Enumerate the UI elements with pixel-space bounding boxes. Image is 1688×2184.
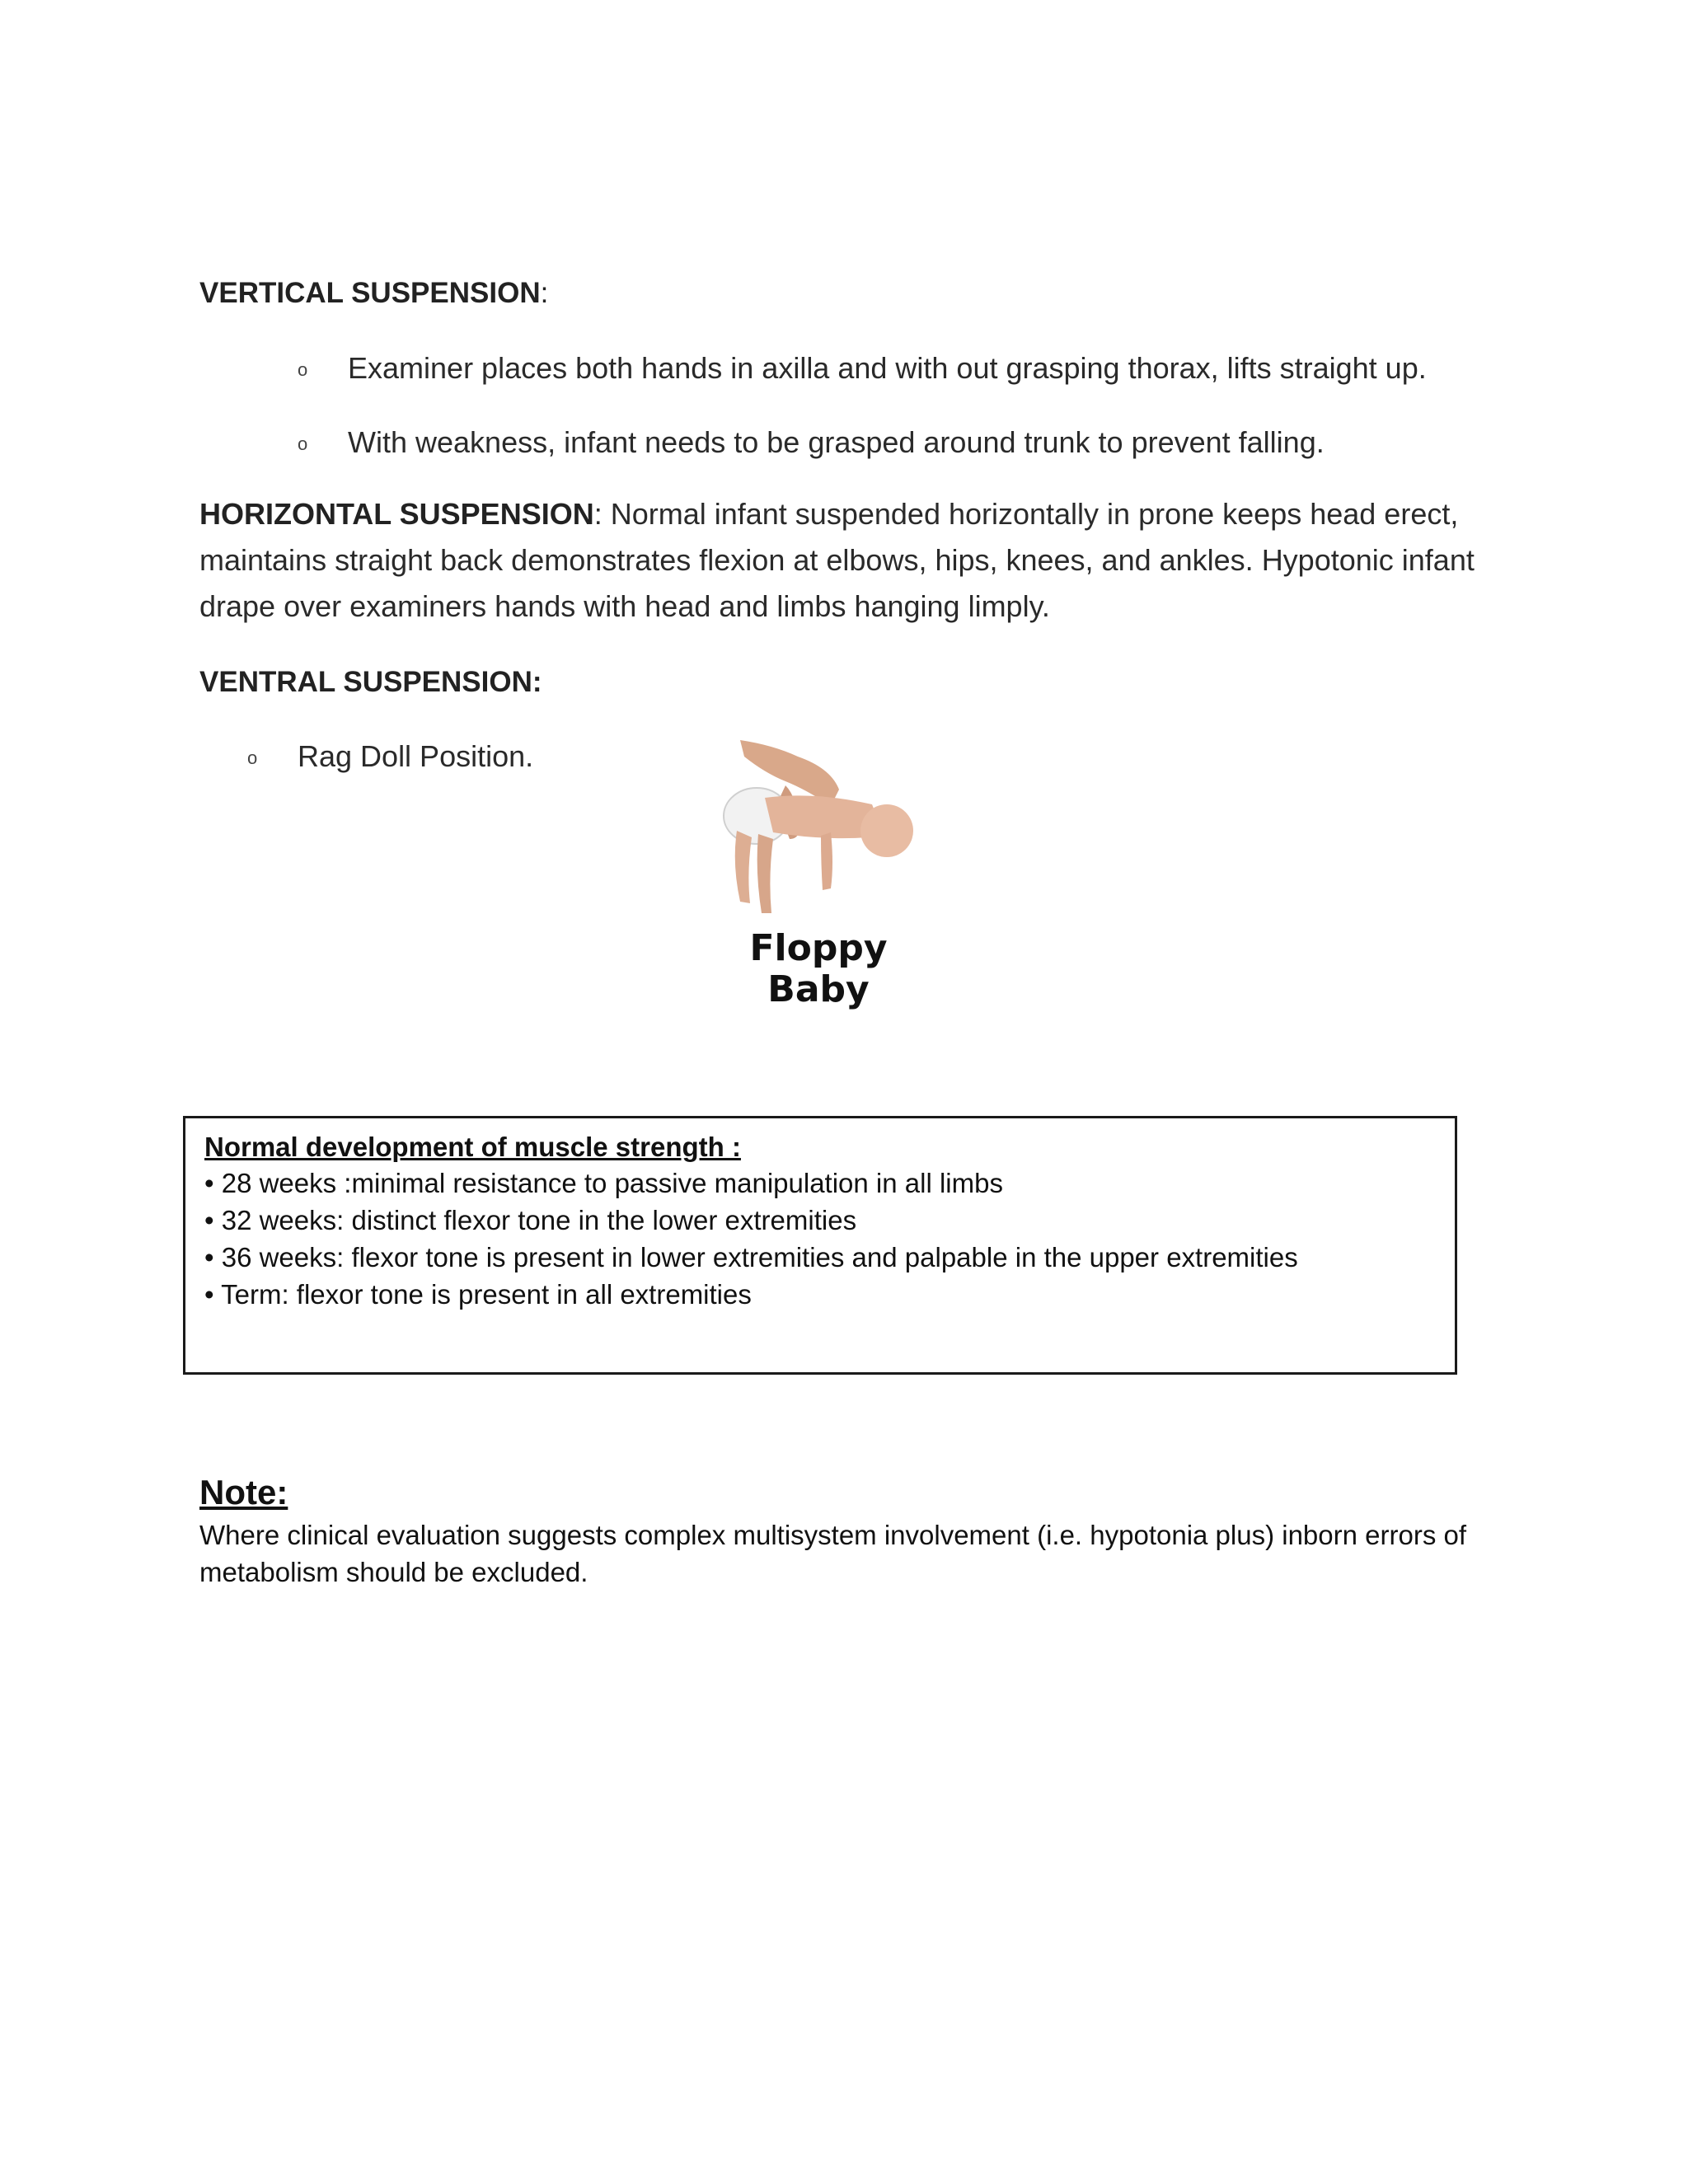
horizontal-suspension-text: : Normal infant suspended horizontally in prone keeps head erect, maintains straight back demonstrates flexion at elbows, hips, knees, and ankles. Hypotonic infant drape over examiners hands with head and limbs hanging limply. bbox=[199, 497, 1475, 623]
note-title: Note: bbox=[199, 1473, 288, 1511]
floppy-baby-figure bbox=[707, 740, 930, 1025]
note-text: Where clinical evaluation suggests complex multisystem involvement (i.e. hypotonia plus) inborn errors of metabolism should be excluded. bbox=[199, 1520, 1467, 1587]
torso-shape bbox=[765, 795, 875, 838]
list-item: With weakness, infant needs to be grasped around trunk to prevent falling. bbox=[348, 425, 1325, 459]
muscle-strength-title: Normal development of muscle strength : bbox=[204, 1132, 741, 1162]
vertical-suspension-title: VERTICAL SUSPENSION bbox=[199, 277, 541, 309]
list-item: Rag Doll Position. bbox=[298, 739, 534, 773]
leg-shape bbox=[757, 834, 773, 913]
bullet-icon: o bbox=[247, 748, 258, 768]
caption-line: Baby bbox=[767, 968, 870, 1010]
horizontal-suspension-paragraph bbox=[199, 491, 1485, 630]
list-item: Examiner places both hands in axilla and with out grasping thorax, lifts straight up. bbox=[348, 351, 1427, 385]
ventral-suspension-heading bbox=[199, 664, 542, 701]
caption-line: Floppy bbox=[749, 927, 888, 969]
ventral-suspension-title: VENTRAL SUSPENSION: bbox=[199, 666, 542, 698]
bullet-icon: o bbox=[298, 434, 308, 454]
arm-shape bbox=[821, 832, 832, 890]
list-item: • Term: flexor tone is present in all extremities bbox=[204, 1279, 752, 1310]
list-item: • 36 weeks: flexor tone is present in lower extremities and palpable in the upper extremities bbox=[204, 1242, 1298, 1272]
floppy-baby-caption bbox=[707, 928, 930, 1010]
floppy-baby-illustration bbox=[707, 740, 930, 930]
vertical-suspension-colon: : bbox=[540, 277, 549, 309]
horizontal-suspension-title: HORIZONTAL SUSPENSION bbox=[199, 497, 594, 531]
vertical-suspension-heading bbox=[199, 275, 548, 312]
head-shape bbox=[860, 804, 913, 857]
list-item: • 32 weeks: distinct flexor tone in the lower extremities bbox=[204, 1205, 857, 1235]
leg-shape bbox=[735, 831, 752, 903]
bullet-icon: o bbox=[298, 359, 308, 380]
list-item: • 28 weeks :minimal resistance to passive manipulation in all limbs bbox=[204, 1168, 1003, 1198]
